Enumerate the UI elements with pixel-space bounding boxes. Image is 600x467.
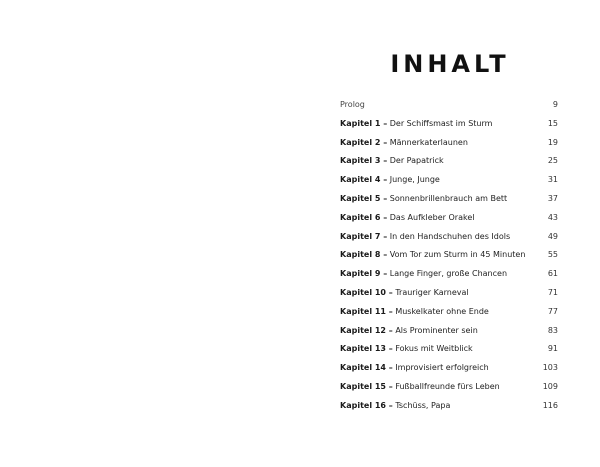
toc-entry-title: Sonnenbrillenbrauch am Bett — [389, 193, 508, 203]
toc-entry-title: Männerkaterlaunen — [389, 137, 468, 147]
toc-entry-label — [340, 397, 542, 416]
toc-entry — [340, 397, 558, 416]
toc-entry-page: 61 — [547, 269, 558, 279]
toc-entry-page: 15 — [547, 118, 558, 128]
toc-entry-page: 37 — [547, 193, 558, 203]
toc-entry-title: Als Prominenter sein — [395, 325, 478, 335]
toc-entry-title: Der Schiffsmast im Sturm — [389, 118, 493, 128]
toc-entry — [340, 322, 558, 341]
toc-entry-title: Muskelkater ohne Ende — [395, 306, 489, 316]
toc-entry-title: Lange Finger, große Chancen — [389, 269, 508, 279]
toc-entry-page: 109 — [542, 381, 558, 391]
toc-entry-label — [340, 378, 542, 397]
toc-entry — [340, 209, 558, 228]
toc-entry-chapter: Kapitel 10 – — [340, 287, 393, 297]
toc-entry-chapter: Kapitel 3 – — [340, 156, 388, 166]
toc-entry-chapter: Kapitel 13 – — [340, 344, 393, 354]
toc-entry-chapter: Kapitel 14 – — [340, 363, 393, 373]
toc-entry-label — [340, 322, 542, 341]
toc-entry-label — [340, 115, 542, 134]
toc-entry-page: 71 — [547, 287, 558, 297]
toc-entry-label — [340, 228, 542, 247]
toc-entry-page: 9 — [552, 100, 558, 109]
toc-entry-page: 49 — [547, 231, 558, 241]
toc-entry-label — [340, 359, 542, 378]
toc-entry — [340, 340, 558, 359]
toc-entry — [340, 246, 558, 265]
toc-entry-page: 91 — [547, 344, 558, 354]
toc-entry-title: Tschüss, Papa — [395, 400, 451, 410]
toc-entry-chapter: Kapitel 6 – — [340, 212, 388, 222]
toc-entry-label — [340, 209, 542, 228]
toc-entry — [340, 359, 558, 378]
toc-entry-page: 25 — [547, 156, 558, 166]
toc-entry-chapter: Kapitel 12 – — [340, 325, 393, 335]
toc-entry-chapter: Kapitel 9 – — [340, 269, 388, 279]
toc-entry-chapter: Kapitel 15 – — [340, 381, 393, 391]
toc-entry-chapter: Kapitel 1 – — [340, 118, 388, 128]
toc-entry — [340, 190, 558, 209]
toc-entry-title: Trauriger Karneval — [395, 287, 469, 297]
toc-entry — [340, 171, 558, 190]
toc-entry-label — [340, 284, 542, 303]
toc-entry-title: Vom Tor zum Sturm in 45 Minuten — [389, 250, 526, 260]
toc-entry-title: Fokus mit Weitblick — [395, 344, 473, 354]
toc-entry-title: Das Aufkleber Orakel — [389, 212, 475, 222]
toc-entry-chapter: Kapitel 4 – — [340, 175, 388, 185]
toc-entry-title: Fußballfreunde fürs Leben — [395, 381, 500, 391]
toc-entry-label — [340, 171, 542, 190]
toc-entry-page: 77 — [547, 306, 558, 316]
toc-entry — [340, 134, 558, 153]
toc-entry-page: 55 — [547, 250, 558, 260]
toc-entry — [340, 284, 558, 303]
toc-entry-page: 19 — [547, 137, 558, 147]
toc-entry-title: Junge, Junge — [389, 175, 440, 185]
toc-entry-page: 31 — [547, 175, 558, 185]
toc-entry-chapter: Kapitel 5 – — [340, 193, 388, 203]
toc-entry-page: 83 — [547, 325, 558, 335]
toc-entry-title: In den Handschuhen des Idols — [389, 231, 511, 241]
toc-entry-label — [340, 190, 542, 209]
toc-entry-title: Prolog — [340, 100, 365, 109]
toc-entry-label — [340, 303, 542, 322]
toc-entry-label — [340, 152, 542, 171]
toc-entry — [340, 378, 558, 397]
toc-entry-chapter: Kapitel 7 – — [340, 231, 388, 241]
toc-entry-page: 43 — [547, 212, 558, 222]
toc-entry-label — [340, 134, 542, 153]
toc-entry-chapter: Kapitel 8 – — [340, 250, 388, 260]
toc-entry-label — [340, 265, 542, 284]
toc-entry-chapter: Kapitel 2 – — [340, 137, 388, 147]
toc-heading: INHALT — [390, 50, 510, 78]
toc-entry-title: Der Papatrick — [389, 156, 444, 166]
toc-entry-title: Improvisiert erfolgreich — [395, 363, 489, 373]
toc-entry-chapter: Kapitel 16 – — [340, 400, 393, 410]
toc-entry-chapter: Kapitel 11 – — [340, 306, 393, 316]
toc-entry — [340, 96, 558, 115]
toc-entry-page: 103 — [542, 363, 558, 373]
toc-entry — [340, 303, 558, 322]
toc-entry — [340, 265, 558, 284]
toc-entry-label — [340, 96, 542, 115]
toc-entry — [340, 228, 558, 247]
toc-entry — [340, 152, 558, 171]
toc-entry-page: 116 — [542, 400, 558, 410]
toc-entry-label — [340, 246, 542, 265]
toc-entry-label — [340, 340, 542, 359]
toc-list — [340, 96, 558, 416]
toc-entry — [340, 115, 558, 134]
